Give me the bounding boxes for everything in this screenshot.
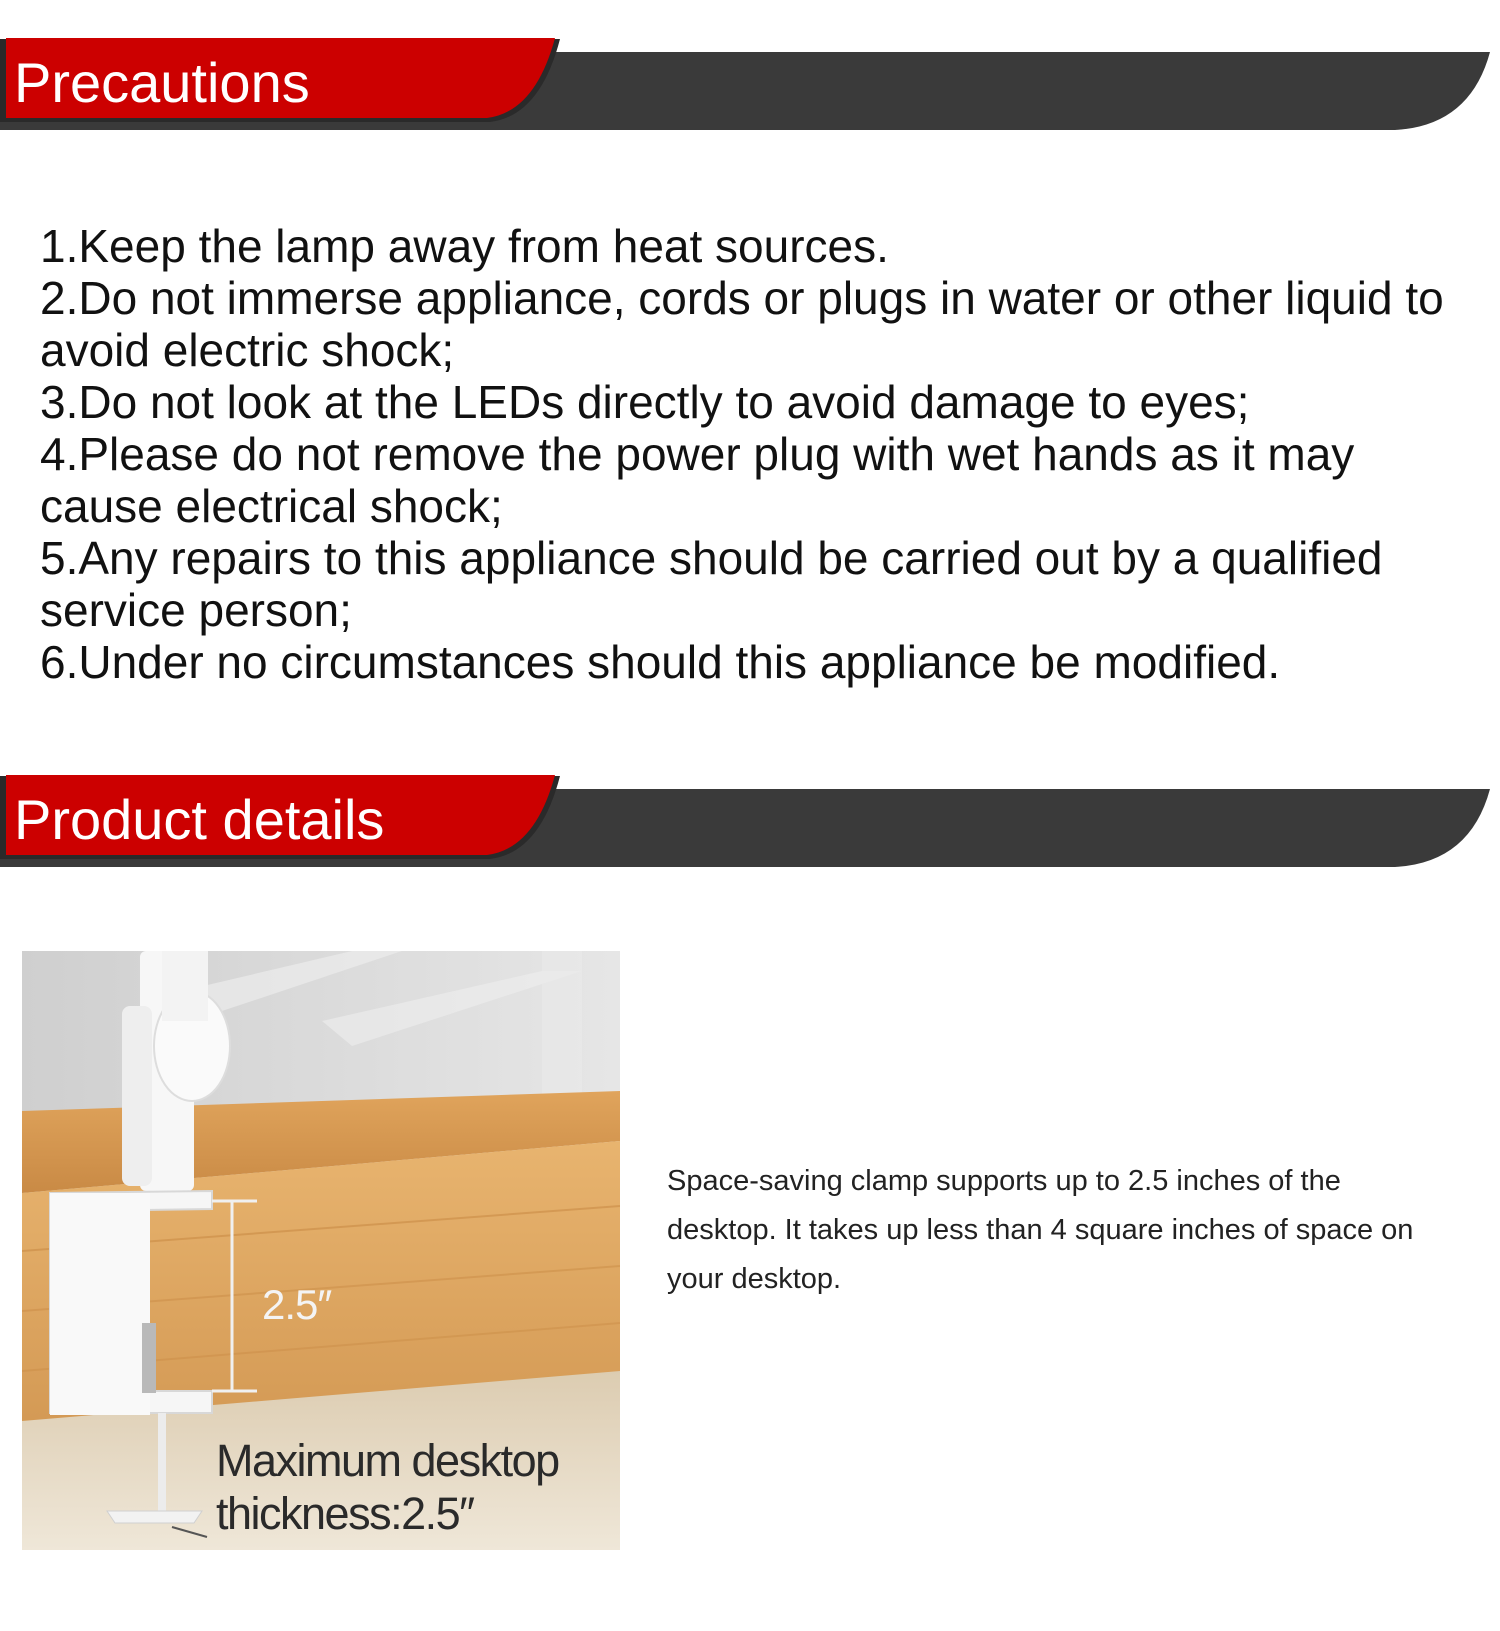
precautions-list [40, 220, 1470, 688]
dimension-label: 2.5″ [262, 1281, 332, 1328]
precaution-item: 6.Under no circumstances should this appliance be modified. [40, 636, 1281, 688]
precautions-banner [0, 38, 1500, 138]
section-title-precautions: Precautions [14, 51, 310, 114]
precaution-item: 3.Do not look at the LEDs directly to avoid damage to eyes; [40, 376, 1250, 428]
caption-line: Maximum desktop [216, 1435, 559, 1486]
product-description: Space-saving clamp supports up to 2.5 inches of the desktop. It takes up less than 4 square inches of space on your desktop. [667, 1165, 1414, 1295]
photo-caption [216, 1434, 559, 1540]
section-title-product-details: Product details [14, 788, 385, 851]
clamp-product-photo [22, 951, 620, 1550]
precaution-item: 2.Do not immerse appliance, cords or plugs in water or other liquid to avoid electric shock; [40, 272, 1444, 376]
precaution-item: 4.Please do not remove the power plug with wet hands as it may cause electrical shock; [40, 428, 1355, 532]
precaution-item: 5.Any repairs to this appliance should be carried out by a qualified service person; [40, 532, 1383, 636]
precaution-item: 1.Keep the lamp away from heat sources. [40, 220, 889, 272]
product-details-banner [0, 775, 1500, 875]
caption-line: thickness:2.5″ [216, 1488, 474, 1539]
